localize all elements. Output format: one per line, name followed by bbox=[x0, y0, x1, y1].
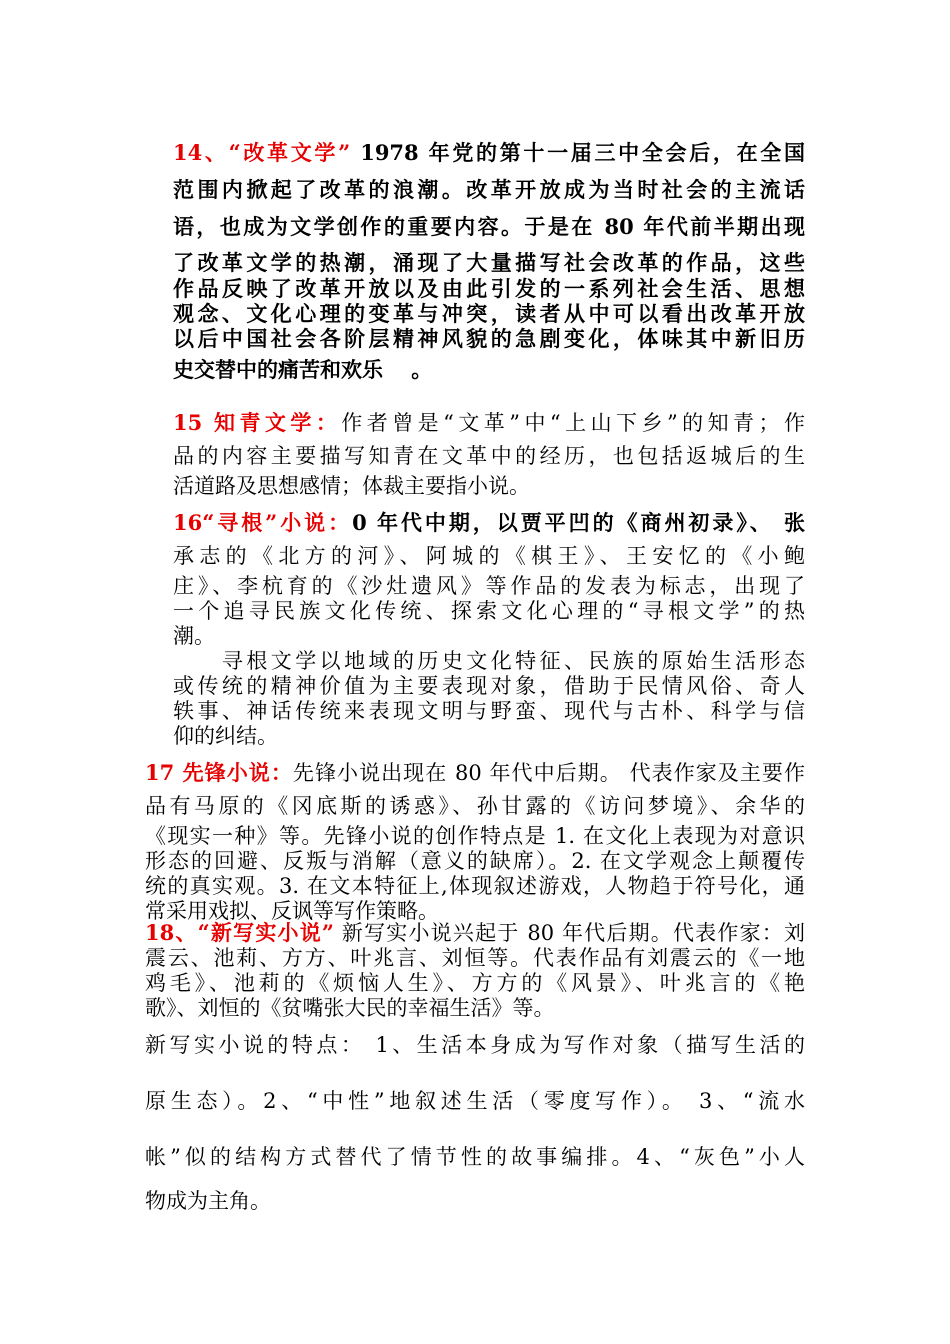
s14-line-6: 观念、文化心理的变革与冲突，读者从中可以看出改革开放 bbox=[173, 301, 805, 326]
section-18 bbox=[145, 920, 805, 1021]
s14-line-5: 作品反映了改革开放以及由此引发的一系列社会生活、思想 bbox=[173, 276, 805, 301]
s18-line-2: 震云、池莉、方方、叶兆言、刘恒等。代表作品有刘震云的《一地 bbox=[145, 946, 805, 970]
s16-line-1: 16“寻根”小说：0 年代中期，以贾平凹的《商州初录》、 张 bbox=[173, 510, 806, 535]
s16-line-2: 承志的《北方的河》、阿城的《棋王》、王安忆的《小鲍 bbox=[173, 544, 805, 568]
s16-line-7: 或传统的精神价值为主要表现对象，借助于民情风俗、奇人 bbox=[173, 674, 805, 698]
s15-line-2: 品的内容主要描写知青在文革中的经历，也包括返城后的生 bbox=[173, 444, 805, 468]
s16-line-8: 轶事、神话传统来表现文明与野蛮、现代与古朴、科学与信 bbox=[173, 699, 805, 723]
s17-line-6: 常采用戏拟、反讽等写作策略。 bbox=[145, 899, 439, 923]
s18b-line-3: 帐”似的结构方式替代了情节性的故事编排。4、“灰色”小人 bbox=[145, 1145, 805, 1169]
s15-line-1: 15 知青文学：作者曾是“文革”中“上山下乡”的知青；作 bbox=[173, 410, 805, 435]
section-14 bbox=[173, 134, 805, 388]
s16-line-3: 庄》、李杭育的《沙灶遗风》等作品的发表为标志，出现了 bbox=[173, 574, 805, 598]
s18-line-4: 歌》、刘恒的《贫嘴张大民的幸福生活》等。 bbox=[145, 996, 555, 1020]
section-17 bbox=[145, 758, 805, 924]
s17-line-1: 17 先锋小说：先锋小说出现在 80 年代中后期。 代表作家及主要作 bbox=[145, 760, 805, 785]
section-16 bbox=[173, 508, 805, 749]
s14-line-2: 范围内掀起了改革的浪潮。改革开放成为当时社会的主流话 bbox=[173, 177, 805, 202]
s18-heading: 18、“新写实小说” bbox=[145, 920, 334, 945]
s16-line-6: 寻根文学以地域的历史文化特征、民族的原始生活形态 bbox=[173, 649, 805, 673]
section-15 bbox=[173, 408, 805, 498]
s18-line-3: 鸡毛》、池莉的《烦恼人生》、方方的《风景》、叶兆言的《艳 bbox=[145, 971, 805, 995]
section-18-features bbox=[145, 1027, 805, 1219]
s16-line-5: 潮。 bbox=[173, 624, 215, 648]
s18-line-1: 18、“新写实小说” 新写实小说兴起于 80 年代后期。代表作家：刘 bbox=[145, 920, 805, 945]
s16-line-9: 仰的纠结。 bbox=[173, 724, 278, 748]
s14-line-4: 了改革文学的热潮，涌现了大量描写社会改革的作品，这些 bbox=[173, 250, 805, 275]
s14-line-3: 语，也成为文学创作的重要内容。于是在 80 年代前半期出现 bbox=[173, 214, 805, 239]
s17-line-2: 品有马原的《冈底斯的诱惑》、孙甘露的《访问梦境》、余华的 bbox=[145, 794, 805, 818]
s18b-line-1: 新写实小说的特点： 1、生活本身成为写作对象（描写生活的 bbox=[145, 1033, 805, 1057]
s15-line-3: 活道路及思想感情；体裁主要指小说。 bbox=[173, 474, 530, 498]
s17-line-4: 形态的回避、反叛与消解（意义的缺席）。2. 在文学观念上颠覆传 bbox=[145, 849, 805, 873]
s16-heading: 16“寻根”小说： bbox=[173, 510, 353, 535]
s17-line-5: 统的真实观。3. 在文本特征上,体现叙述游戏，人物趋于符号化，通 bbox=[145, 874, 805, 898]
s14-line-1: 14、“改革文学” 1978 年党的第十一届三中全会后，在全国 bbox=[173, 140, 805, 165]
s16-line-4: 一个追寻民族文化传统、探索文化心理的“寻根文学”的热 bbox=[173, 599, 805, 623]
s17-heading: 17 先锋小说： bbox=[145, 760, 293, 785]
s17-line-3: 《现实一种》等。先锋小说的创作特点是 1. 在文化上表现为对意识 bbox=[145, 824, 805, 848]
s14-heading: 14、“改革文学” bbox=[173, 140, 351, 165]
s14-line-8: 史交替中的痛苦和欢乐 。 bbox=[173, 357, 433, 382]
s18b-line-4: 物成为主角。 bbox=[145, 1189, 271, 1213]
s18b-line-2: 原生态）。2、“中性”地叙述生活（零度写作）。 3、“流水 bbox=[145, 1089, 805, 1113]
s15-heading: 15 知青文学： bbox=[173, 410, 342, 435]
s14-line-7: 以后中国社会各阶层精神风貌的急剧变化，体味其中新旧历 bbox=[173, 326, 805, 351]
